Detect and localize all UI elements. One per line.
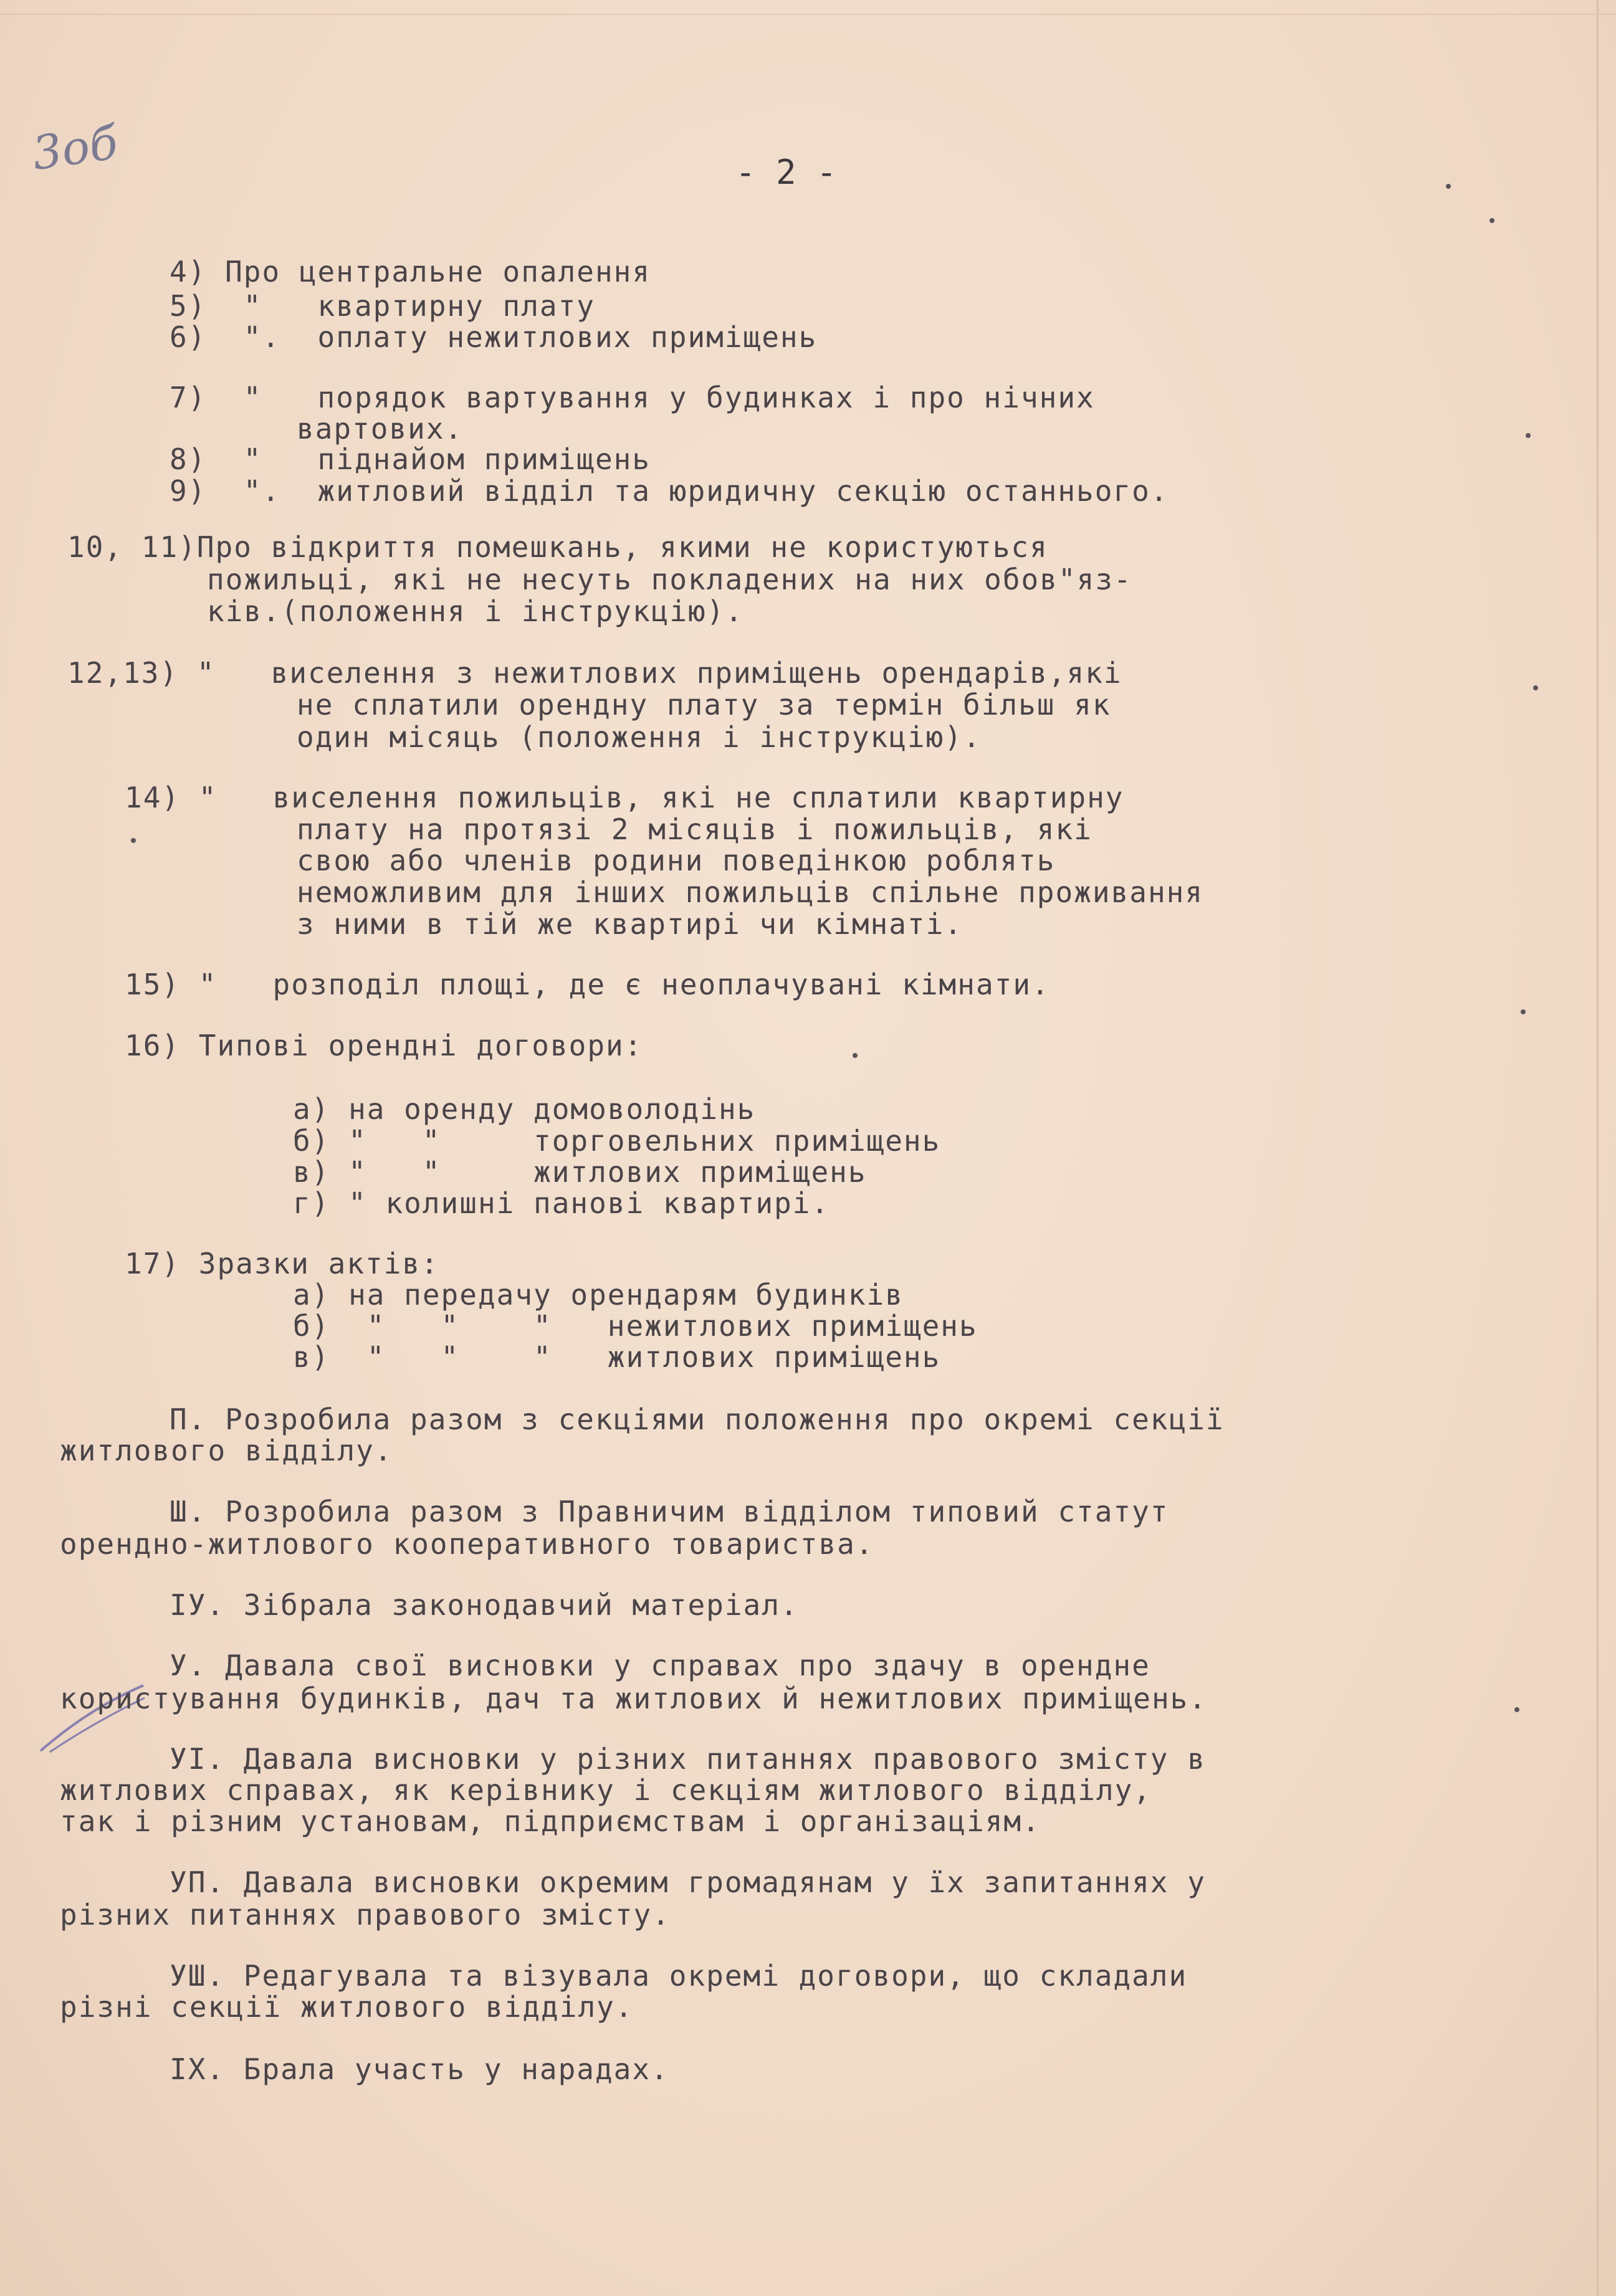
paper-edge-top — [0, 14, 1616, 15]
paper-speck — [1489, 218, 1494, 223]
text-line: 4) Про центральне опалення — [170, 255, 651, 288]
text-line: ІХ. Брала участь у нарадах. — [170, 2052, 669, 2086]
text-line: 16) Типові орендні договори: — [125, 1029, 643, 1062]
paper-speck — [131, 838, 136, 843]
text-line: г) " колишні панові квартирі. — [293, 1186, 830, 1220]
paper-speck — [1514, 1707, 1519, 1712]
text-line: користування будинків, дач та житлових й нежитлових приміщень. — [60, 1682, 1208, 1715]
text-line: 5) " квартирну плату — [170, 289, 595, 323]
text-line: різних питаннях правового змісту. — [60, 1898, 671, 1932]
text-line: УП. Давала висновки окремим громадянам у їх запитаннях у — [170, 1865, 1206, 1899]
text-line: різні секції житлового відділу. — [60, 1990, 634, 2024]
text-line: 6) ". оплату нежитлових приміщень — [170, 320, 818, 354]
text-line: плату на протязі 2 місяців і пожильців, які — [297, 812, 1092, 846]
paper-speck — [853, 1053, 858, 1058]
text-line: 12,13) " виселення з нежитлових приміщень орендарів,які — [67, 656, 1122, 690]
text-line: ків.(положення і інструкцію). — [207, 594, 744, 628]
text-line: житлового відділу. — [60, 1434, 393, 1467]
text-line: УІ. Давала висновки у різних питаннях правового змісту в — [170, 1742, 1206, 1776]
text-line: вартових. — [297, 412, 464, 445]
paper-speck — [1533, 685, 1538, 690]
paper-speck — [1446, 184, 1451, 189]
text-line: 7) " порядок вартування у будинках і про нічних — [170, 381, 1095, 414]
text-line: 8) " піднайом приміщень — [170, 442, 651, 476]
text-line: пожильці, які не несуть покладених на них обов"яз- — [207, 563, 1132, 596]
text-line: 14) " виселення пожильців, які не сплатили квартирну — [125, 781, 1124, 814]
text-line: з ними в тій же квартирі чи кімнаті. — [297, 907, 963, 941]
text-line: в) " " житлових приміщень — [293, 1155, 867, 1189]
text-line: а) на передачу орендарям будинків — [293, 1278, 904, 1312]
text-line: орендно-житлового кооперативного товариства. — [60, 1527, 874, 1561]
text-line: ІУ. Зібрала законодавчий матеріал. — [170, 1588, 799, 1622]
text-line: П. Розробила разом з секціями положення про окремі секції — [170, 1403, 1225, 1436]
text-line: УШ. Редагувала та візувала окремі договори, що складали — [170, 1959, 1188, 1993]
handwritten-archive-mark: 3об — [29, 115, 122, 181]
paper-speck — [1521, 1009, 1526, 1014]
text-line: 15) " розподіл площі, де є неоплачувані кімнати. — [125, 968, 1050, 1001]
text-line: Ш. Розробила разом з Правничим відділом типовий статут — [170, 1495, 1169, 1528]
text-line: 17) Зразки актів: — [125, 1247, 439, 1280]
text-line: так і різним установам, підприємствам і організаціям. — [60, 1804, 1041, 1838]
paper-edge — [1597, 0, 1599, 2296]
text-line: 10, 11)Про відкриття помешкань, якими не користуються — [67, 530, 1048, 564]
text-line: житлових справах, як керівнику і секціям житлового відділу, — [60, 1773, 1152, 1807]
text-line: не сплатили орендну плату за термін більш як — [297, 688, 1111, 722]
paper-speck — [1526, 433, 1531, 438]
text-line: один місяць (положення і інструкцію). — [297, 720, 982, 754]
page-number: - 2 - — [735, 153, 837, 192]
text-line: б) " " торговельних приміщень — [293, 1124, 941, 1158]
text-line: в) " " " житлових приміщень — [293, 1340, 941, 1374]
text-line: б) " " " нежитлових приміщень — [293, 1309, 978, 1343]
text-line: свою або членів родини поведінкою роблять — [297, 844, 1056, 877]
text-line: а) на оренду домоволодінь — [293, 1092, 756, 1126]
text-line: 9) ". житловий відділ та юридичну секцію останнього. — [170, 474, 1169, 508]
text-line: У. Давала свої висновки у справах про здачу в орендне — [170, 1649, 1150, 1682]
text-line: неможливим для інших пожильців спільне проживання — [297, 875, 1204, 909]
